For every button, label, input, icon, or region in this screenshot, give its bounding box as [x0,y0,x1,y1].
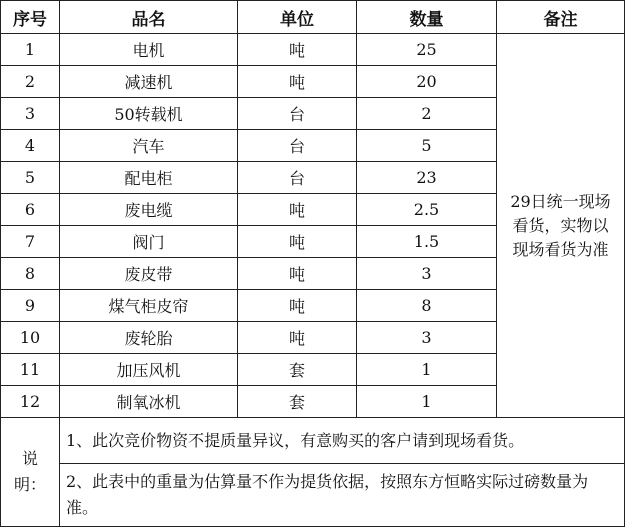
explanation-label [1,418,60,527]
cell-name: 减速机 [60,66,238,98]
cell-seq: 4 [1,130,60,162]
cell-qty: 5 [357,130,497,162]
cell-qty: 1 [357,354,497,386]
header-unit: 单位 [238,1,357,34]
remark-line: 29日统一现场 [510,191,611,211]
explanation-label-line: 明： [13,475,46,494]
explanation-item-2: 2、此表中的重量为估算量不作为提货依据，按照东方恒略实际过磅数量为准。 [60,464,625,527]
header-seq: 序号 [1,1,60,34]
cell-unit: 台 [238,162,357,194]
cell-qty: 3 [357,258,497,290]
cell-unit: 台 [238,98,357,130]
cell-name: 加压风机 [60,354,238,386]
cell-unit: 吨 [238,322,357,354]
cell-unit: 吨 [238,290,357,322]
explanation-row [1,418,625,464]
cell-unit: 套 [238,386,357,418]
cell-unit: 台 [238,130,357,162]
cell-qty: 25 [357,34,497,66]
header-name: 品名 [60,1,238,34]
cell-qty: 3 [357,322,497,354]
cell-name: 50转载机 [60,98,238,130]
cell-name: 制氧冰机 [60,386,238,418]
cell-qty: 2 [357,98,497,130]
cell-seq: 1 [1,34,60,66]
cell-name: 阀门 [60,226,238,258]
cell-unit: 吨 [238,194,357,226]
cell-seq: 7 [1,226,60,258]
cell-seq: 10 [1,322,60,354]
cell-unit: 吨 [238,258,357,290]
explanation-row [1,464,625,527]
remark-line: 看货，实物以 [512,215,609,235]
cell-unit: 吨 [238,34,357,66]
cell-qty: 1 [357,386,497,418]
cell-qty: 20 [357,66,497,98]
cell-name: 电机 [60,34,238,66]
cell-name: 废电缆 [60,194,238,226]
cell-seq: 9 [1,290,60,322]
cell-qty: 1.5 [357,226,497,258]
cell-qty: 23 [357,162,497,194]
cell-unit: 吨 [238,226,357,258]
cell-name: 配电柜 [60,162,238,194]
explanation-section [1,418,625,527]
cell-unit: 吨 [238,66,357,98]
cell-name: 汽车 [60,130,238,162]
cell-seq: 2 [1,66,60,98]
header-row [1,1,625,34]
header-remark: 备注 [497,1,625,34]
cell-qty: 2.5 [357,194,497,226]
cell-unit: 套 [238,354,357,386]
cell-seq: 11 [1,354,60,386]
cell-name: 废皮带 [60,258,238,290]
cell-name: 煤气柜皮帘 [60,290,238,322]
cell-seq: 5 [1,162,60,194]
explanation-label-line: 说 [21,449,38,468]
cell-seq: 3 [1,98,60,130]
header-qty: 数量 [357,1,497,34]
cell-seq: 6 [1,194,60,226]
cell-qty: 8 [357,290,497,322]
cell-seq: 12 [1,386,60,418]
items-body [1,34,625,418]
explanation-item-1: 1、此次竞价物资不提质量异议，有意购买的客户请到现场看货。 [60,418,625,464]
remark-cell [497,34,625,418]
cell-seq: 8 [1,258,60,290]
cell-name: 废轮胎 [60,322,238,354]
remark-line: 现场看货为准 [512,239,609,259]
table-row [1,34,625,66]
